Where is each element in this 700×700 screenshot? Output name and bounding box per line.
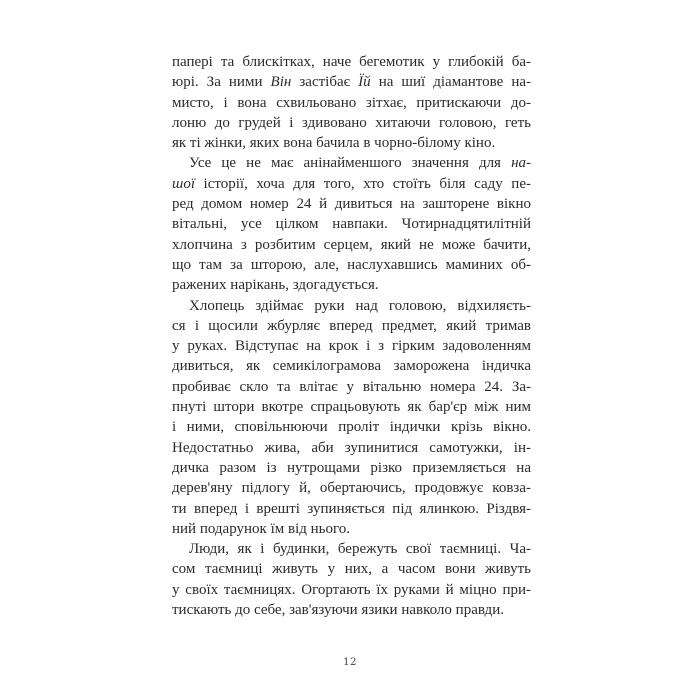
text-segment: папері та блискітках, наче бегемотик у глибокій ба-: [172, 54, 531, 70]
text-line: [172, 499, 531, 519]
text-segment: як ті жінки, яких вона бачила в чорно-білому кіно.: [172, 135, 496, 152]
text-line: [172, 519, 531, 539]
text-line: [172, 153, 531, 173]
text-segment: Люди, як і будинки, бережуть свої таємниці. Ча-: [189, 541, 531, 558]
text-segment: у руках. Відступає на крок і з гірким задоволенням: [172, 338, 531, 355]
italic-text: Він: [270, 74, 292, 91]
text-segment: сом таємниці живуть у них, а часом вони живуть: [172, 561, 531, 578]
text-line: [172, 377, 531, 397]
text-line: [172, 417, 531, 437]
text-line: [172, 174, 531, 194]
italic-text: на-: [511, 155, 531, 172]
text-segment: юрі. За ними: [172, 74, 271, 91]
text-line: [172, 113, 531, 133]
text-line: [172, 539, 531, 559]
text-segment: застібає: [291, 74, 359, 91]
text-segment: Усе це не має анінайменшого значення для: [189, 155, 512, 172]
text-segment: дичка разом із нутрощами різко приземляється на: [172, 459, 531, 476]
text-segment: пнуті штори вкотре спрацьовують як бар'єр між ним: [172, 399, 531, 416]
italic-text: шої: [172, 175, 195, 192]
italic-text: Їй: [358, 74, 371, 91]
text-segment: і ними, сповільнюючи проліт індички крізь вікно.: [172, 419, 531, 436]
text-segment: у своїх таємницях. Огортають їх руками й міцно при-: [172, 581, 531, 598]
text-segment: ред домом номер 24 й дивиться на зашторене вікно: [172, 196, 531, 213]
text-line: [172, 275, 531, 295]
text-line: [172, 72, 531, 92]
text-segment: ний подарунок їм від нього.: [172, 520, 351, 537]
text-segment: мисто, і вона схвильовано зітхає, притискаючи до-: [172, 94, 531, 111]
text-segment: пробиває скло та влітає у вітальню номера 24. За-: [172, 378, 531, 395]
text-segment: тискають до себе, зав'язуючи язики навколо правди.: [172, 602, 504, 619]
text-segment: що там за шторою, але, наслухавшись маминих об-: [172, 256, 531, 273]
text-segment: лоню до грудей і здивовано хитаючи головою, геть: [172, 114, 531, 131]
text-line: [172, 52, 531, 72]
text-line: [172, 133, 531, 153]
text-line: [172, 458, 531, 478]
text-line: [172, 356, 531, 376]
text-line: [172, 580, 531, 600]
text-segment: дивиться, як семикілограмова заморожена індичка: [172, 358, 531, 375]
text-segment: хлопчина з розбитим серцем, який не може бачити,: [172, 236, 531, 253]
text-line: [172, 255, 531, 275]
text-line: [172, 438, 531, 458]
text-line: [172, 397, 531, 417]
text-line: [172, 235, 531, 255]
text-line: [172, 316, 531, 336]
text-segment: Хлопець здіймає руки над головою, відхиляєть-: [189, 297, 531, 314]
text-line: [172, 296, 531, 316]
text-line: [172, 600, 531, 620]
text-line: [172, 336, 531, 356]
body-text: [172, 52, 531, 620]
text-line: [172, 93, 531, 113]
text-segment: вітальні, усе цілком навпаки. Чотирнадцятилітній: [172, 216, 531, 233]
page-number: 12: [343, 657, 357, 668]
text-segment: на шиї діамантове на-: [370, 74, 532, 91]
text-line: [172, 478, 531, 498]
text-segment: дерев'яну підлогу й, обертаючись, продовжує ковза-: [172, 480, 531, 497]
text-line: [172, 559, 531, 579]
text-segment: Недостатньо жива, аби зупинитися самотужки, ін-: [172, 439, 531, 456]
text-segment: ти вперед і врешті зупиняється під ялинкою. Різдвя-: [172, 500, 531, 517]
text-segment: ся і щосили жбурляє вперед предмет, який тримав: [172, 317, 531, 334]
text-segment: історії, хоча для того, хто стоїть біля саду пе-: [195, 175, 531, 192]
text-line: [172, 214, 531, 234]
text-line: [172, 194, 531, 214]
text-segment: ражених нарікань, здогадується.: [172, 277, 379, 294]
